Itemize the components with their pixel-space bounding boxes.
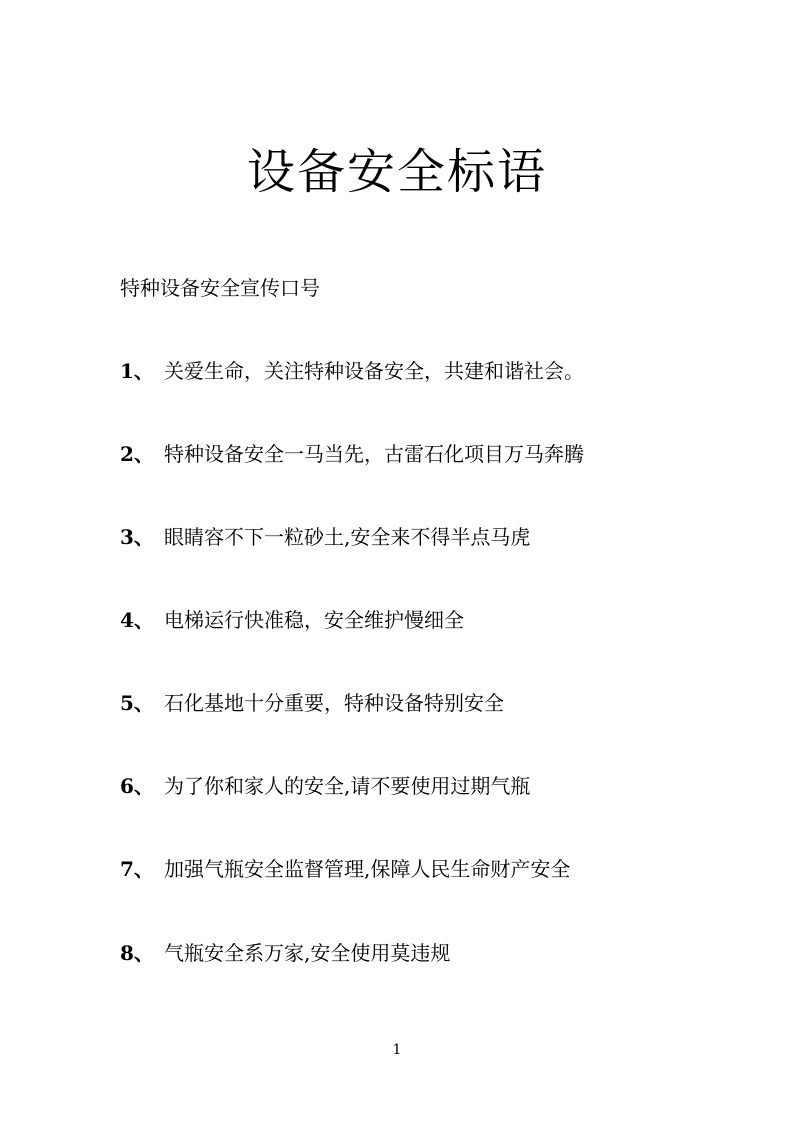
slogan-text: 特种设备安全一马当先，古雷石化项目万马奔腾 xyxy=(164,442,584,466)
slogan-number: 5、 xyxy=(120,691,154,715)
slogan-number: 6、 xyxy=(120,774,154,798)
slogan-number: 2、 xyxy=(120,442,154,466)
slogan-text: 电梯运行快准稳，安全维护慢细全 xyxy=(164,608,464,632)
slogan-item-3 xyxy=(120,523,530,551)
slogan-item-2 xyxy=(120,440,584,468)
slogan-number: 3、 xyxy=(120,525,154,549)
slogan-text: 石化基地十分重要，特种设备特别安全 xyxy=(164,691,504,715)
slogan-item-6 xyxy=(120,772,530,800)
slogan-text: 关爱生命，关注特种设备安全，共建和谐社会。 xyxy=(164,359,584,383)
page-number: 1 xyxy=(392,1042,402,1058)
slogan-number: 7、 xyxy=(120,857,154,881)
slogan-item-4 xyxy=(120,606,464,634)
slogan-item-1 xyxy=(120,357,584,385)
slogan-item-5 xyxy=(120,689,504,717)
slogan-number: 1、 xyxy=(120,359,154,383)
slogan-text: 气瓶安全系万家,安全使用莫违规 xyxy=(164,941,451,965)
slogan-text: 为了你和家人的安全,请不要使用过期气瓶 xyxy=(164,774,531,798)
slogan-number: 8、 xyxy=(120,941,154,965)
slogan-item-8 xyxy=(120,939,450,967)
document-subtitle: 特种设备安全宣传口号 xyxy=(120,276,320,300)
slogan-number: 4、 xyxy=(120,608,154,632)
slogan-text: 加强气瓶安全监督管理,保障人民生命财产安全 xyxy=(164,857,571,881)
slogan-text: 眼睛容不下一粒砂土,安全来不得半点马虎 xyxy=(164,525,531,549)
slogan-item-7 xyxy=(120,855,570,883)
document-title: 设备安全标语 xyxy=(246,144,547,200)
